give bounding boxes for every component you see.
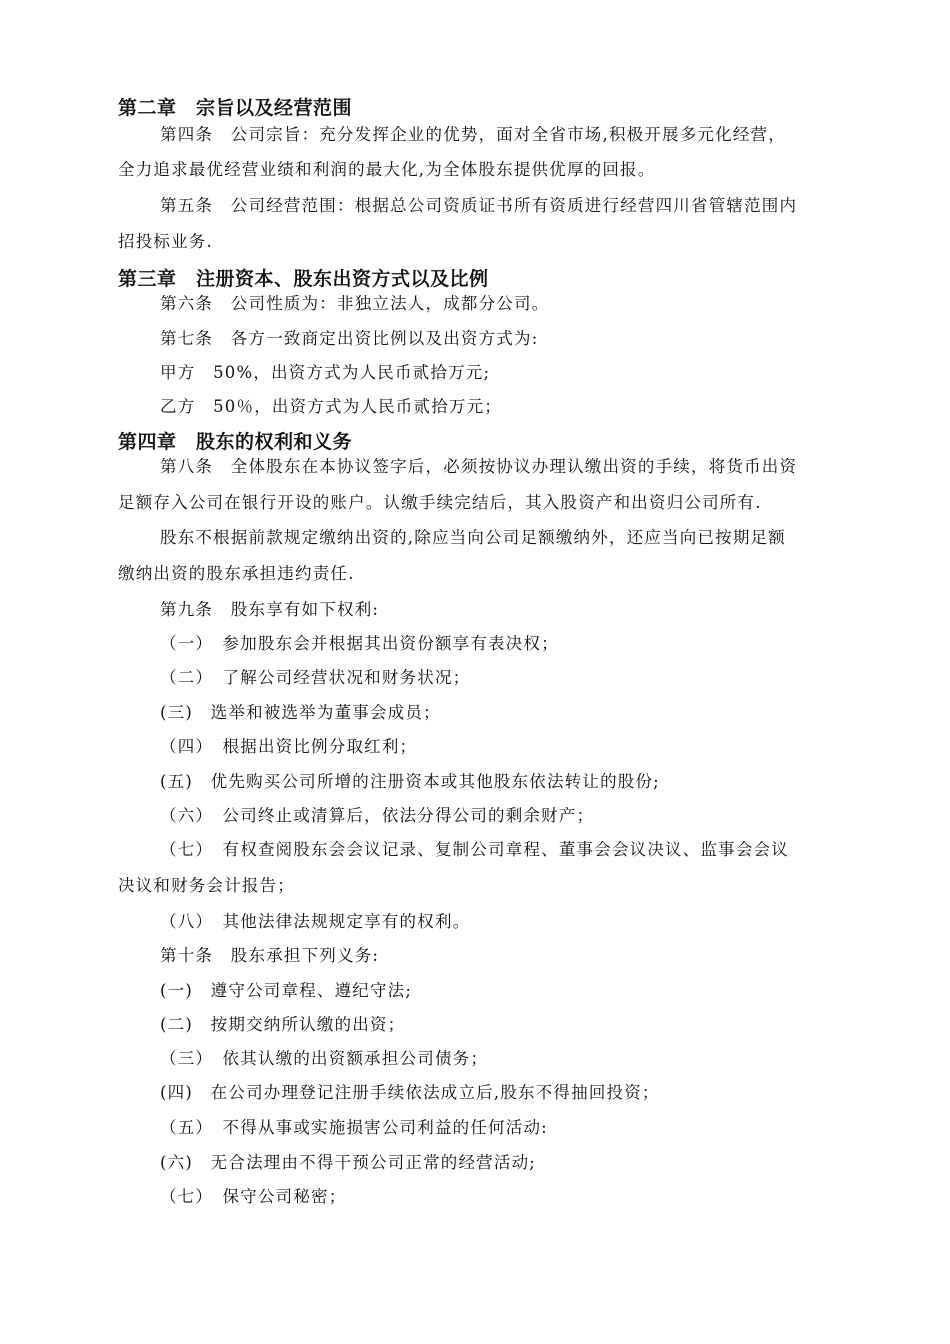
right-item-7-line-1: （七） 有权查阅股东会会议记录、复制公司章程、董事会会议决议、监事会会议 (160, 840, 789, 859)
duty-item-1: (一) 遵守公司章程、遵纪守法; (160, 981, 413, 1000)
article-5-line-1: 第五条 公司经营范围：根据总公司资质证书所有资质进行经营四川省管辖范围内 (160, 196, 798, 215)
article-4-line-1: 第四条 公司宗旨：充分发挥企业的优势，面对全省市场,积极开展多元化经营， (160, 125, 786, 144)
party-b-line: 乙方 50％，出资方式为人民币贰拾万元； (160, 397, 502, 416)
article-8-line-2: 足额存入公司在银行开设的账户。认缴手续完结后，其入股资产和出资归公司所有. (118, 493, 762, 512)
article-6: 第六条 公司性质为：非独立法人，成都分公司。 (160, 294, 550, 313)
duty-item-5: （五） 不得从事或实施损害公司利益的任何活动: (160, 1118, 548, 1137)
right-item-8: （八） 其他法律法规规定享有的权利。 (160, 912, 471, 931)
right-item-4: （四） 根据出资比例分取红利； (160, 737, 418, 756)
article-9: 第九条 股东享有如下权利: (160, 600, 380, 619)
chapter-3-heading: 第三章 注册资本、股东出资方式以及比例 (118, 268, 489, 290)
right-item-7-line-2: 决议和财务会计报告； (118, 876, 295, 895)
duty-item-6: (六) 无合法理由不得干预公司正常的经营活动; (160, 1153, 537, 1172)
article-5-line-2: 招投标业务. (118, 232, 213, 251)
right-item-2: （二） 了解公司经营状况和财务状况； (160, 668, 471, 687)
right-item-6: （六） 公司终止或清算后，依法分得公司的剩余财产； (160, 806, 595, 825)
duty-item-3: （三） 依其认缴的出资额承担公司债务； (160, 1049, 489, 1068)
chapter-4-heading: 第四章 股东的权利和义务 (118, 431, 353, 453)
chapter-2-heading: 第二章 宗旨以及经营范围 (118, 97, 353, 119)
article-8-para-2-line-1: 股东不根据前款规定缴纳出资的,除应当向公司足额缴纳外，还应当向已按期足额 (160, 528, 786, 547)
duty-item-4: (四) 在公司办理登记注册手续依法成立后,股东不得抽回投资； (160, 1083, 660, 1102)
duty-item-7: （七） 保守公司秘密； (160, 1187, 347, 1206)
party-a-line: 甲方 50%，出资方式为人民币贰拾万元; (160, 363, 491, 382)
article-10: 第十条 股东承担下列义务: (160, 946, 380, 965)
article-8-para-2-line-2: 缴纳出资的股东承担违约责任. (118, 564, 355, 583)
right-item-1: （一） 参加股东会并根据其出资份额享有表决权； (160, 634, 559, 653)
right-item-5: (五) 优先购买公司所增的注册资本或其他股东依法转让的股份; (160, 772, 660, 791)
article-7: 第七条 各方一致商定出资比例以及出资方式为: (160, 329, 539, 348)
article-4-line-2: 全力追求最优经营业绩和利润的最大化,为全体股东提供优厚的回报。 (118, 160, 656, 179)
right-item-3: (三) 选举和被选举为董事会成员； (160, 703, 441, 722)
duty-item-2: (二) 按期交纳所认缴的出资； (160, 1015, 406, 1034)
article-8-line-1: 第八条 全体股东在本协议签字后，必须按协议办理认缴出资的手续，将货币出资 (160, 457, 798, 476)
